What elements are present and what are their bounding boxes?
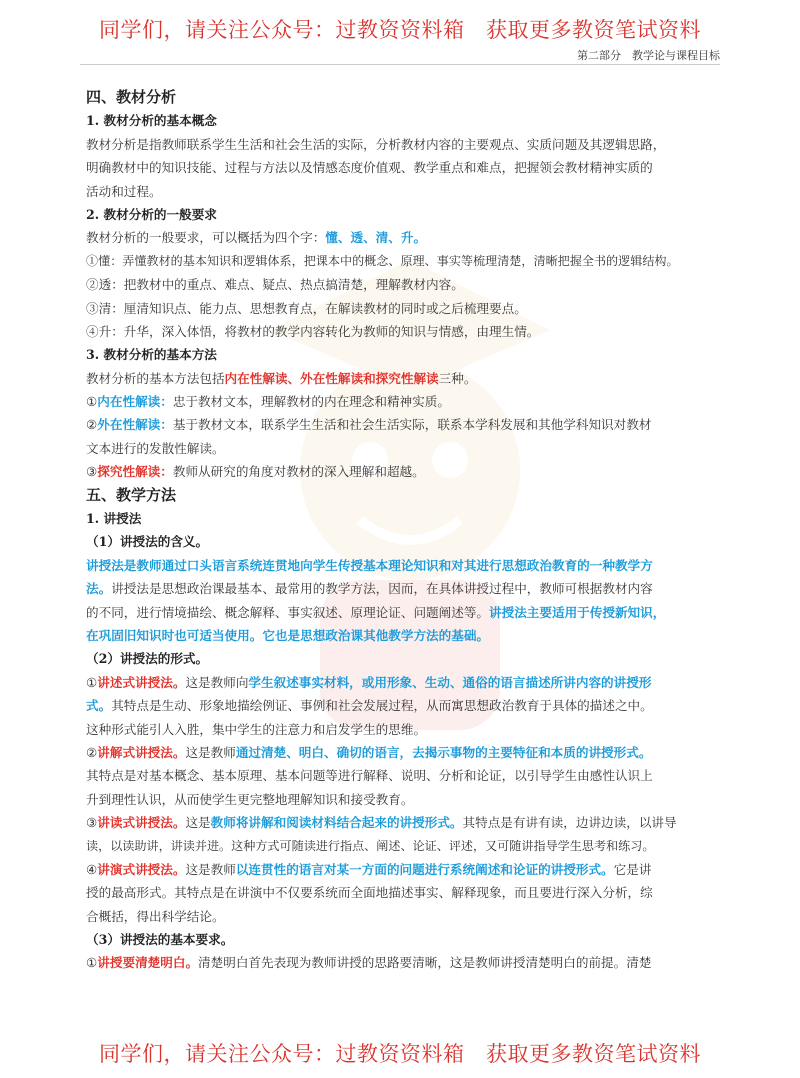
promo-banner-bottom: 同学们，请关注公众号：过教资资料箱 获取更多教资笔试资料 [99, 1042, 701, 1066]
list-item: ④升：升华，深入体悟，将教材的教学内容转化为教师的知识与情感，由理生情。 [86, 323, 540, 339]
list-item: ①懂：弄懂教材的基本知识和逻辑体系，把课本中的概念、原理、事实等梳理清楚，清晰把握全书的逻辑结构。 [86, 253, 679, 268]
highlight-text: 探究性解读： [97, 464, 173, 480]
highlight-text: 讲读式讲授法。 [97, 815, 186, 831]
list-item [86, 671, 718, 694]
text: 这是教师 [185, 861, 236, 877]
text: 教师从研究的角度对教材的深入理解和超越。 [172, 464, 425, 480]
paragraph-line [86, 694, 718, 717]
paragraph-line: 其特点是对基本概念、基本原理、基本问题等进行解释、说明、分析和论证，以引导学生由感性认识上 [86, 768, 653, 784]
highlight-text: 讲授要清楚明白。 [97, 955, 199, 971]
highlight-text: 内在性解读： [97, 394, 173, 410]
list-item [86, 413, 718, 436]
list-item [86, 741, 718, 764]
text: 三种。 [438, 370, 477, 386]
paragraph-line: 文本进行的发散性解读。 [86, 440, 225, 456]
highlight-text: 内在性解读、外在性解读和探究性解读 [224, 370, 439, 386]
paragraph-line [86, 367, 718, 390]
list-item [86, 460, 718, 483]
paragraph-line: 在巩固旧知识时也可适当使用。它也是思想政治课其他教学方法的基础。 [86, 627, 489, 643]
paragraph-line [86, 226, 718, 249]
subsection-title: （1）讲授法的含义。 [86, 534, 209, 550]
subsection-title: （2）讲授法的形式。 [86, 651, 209, 667]
highlight-text: 讲解式讲授法。 [97, 744, 186, 760]
highlight-text: 教师将讲解和阅读材料结合起来的讲授形式。 [210, 815, 463, 831]
highlight-text: 以连贯性的语言对某一方面的问题进行系统阐述和论证的讲授形式。 [235, 861, 614, 877]
highlight-text: 通过清楚、明白、确切的语言，去揭示事物的主要特征和本质的讲授形式。 [235, 744, 652, 760]
text: ② [86, 744, 98, 760]
list-item: ②透：把教材中的重点、难点、疑点、热点搞清楚，理解教材内容。 [86, 277, 464, 293]
list-item [86, 858, 718, 881]
paragraph-line: 这种形式能引人入胜，集中学生的注意力和启发学生的思维。 [86, 721, 427, 737]
text: ④ [86, 861, 98, 877]
paragraph-line [86, 601, 718, 624]
text: 忠于教材文本，理解教材的内在理念和精神实质。 [172, 394, 450, 410]
paragraph-line: 明确教材中的知识技能、过程与方法以及情感态度价值观、教学重点和难点，把握领会教材精神实质的 [86, 160, 653, 176]
highlight-text: 式。 [86, 698, 112, 714]
subsection-title: （3）讲授法的基本要求。 [86, 932, 234, 948]
text: 其特点是有讲有读，边讲边读，以讲导 [462, 815, 677, 831]
paragraph-line: 读，以读助讲，讲读并进。这种方式可随读进行指点、阐述、论证、评述，又可随讲指导学生思考和练习。 [86, 838, 655, 853]
paragraph-line: 讲授法是教师通过口头语言系统连贯地向学生传授基本理论知识和对其进行思想政治教育的一种教学方 [86, 557, 653, 573]
section-header: 第二部分 教学论与课程目标 [577, 49, 720, 62]
highlight-text: 讲演式讲授法。 [97, 861, 186, 877]
text: 其特点是生动、形象地描绘例证、事例和社会发展过程，从而寓思想政治教育于具体的描述之中。 [111, 698, 653, 714]
text: 基于教材文本，联系学生生活和社会生活实际，联系本学科发展和其他学科知识对教材 [172, 417, 652, 433]
text: 讲授法是思想政治课最基本、最常用的教学方法，因而，在具体讲授过程中，教师可根据教材内容 [111, 581, 653, 597]
section-title: 五、教学方法 [86, 485, 177, 504]
list-item [86, 390, 718, 413]
list-item [86, 811, 718, 834]
subsection-title: 1. 讲授法 [86, 511, 142, 527]
text: 教材分析的基本方法包括 [86, 370, 225, 386]
text: ① [86, 394, 98, 410]
paragraph-line: 合概括，得出科学结论。 [86, 908, 225, 924]
text: 教材分析的一般要求，可以概括为四个字： [86, 230, 326, 246]
paragraph-line [86, 577, 718, 600]
highlight-text: 学生叙述事实材料，或用形象、生动、通俗的语言描述所讲内容的讲授形 [248, 674, 652, 690]
text: ③ [86, 815, 98, 831]
text: ① [86, 955, 98, 971]
document-body [86, 86, 718, 975]
text: 它是讲 [613, 861, 652, 877]
list-item [86, 951, 718, 974]
highlight-text: 法。 [86, 581, 112, 597]
subsection-title: 1. 教材分析的基本概念 [86, 113, 217, 129]
text: 清楚明白首先表现为教师讲授的思路要清晰，这是教师讲授清楚明白的前提。清楚 [198, 955, 652, 971]
text: 这是教师向 [185, 674, 249, 690]
text: ① [86, 674, 98, 690]
highlight-text: 外在性解读： [97, 417, 173, 433]
subsection-title: 3. 教材分析的基本方法 [86, 347, 217, 363]
text: ② [86, 417, 98, 433]
paragraph-line: 升到理性认识，从而使学生更完整地理解知识和接受教育。 [86, 791, 414, 807]
paragraph-line: 教材分析是指教师联系学生生活和社会生活的实际，分析教材内容的主要观点、实质问题及其逻辑思路， [86, 136, 666, 152]
text: ③ [86, 464, 98, 480]
highlight-text: 讲授法主要适用于传授新知识， [489, 604, 666, 620]
list-item: ③清：厘清知识点、能力点、思想教育点，在解读教材的同时或之后梳理要点。 [86, 300, 527, 316]
subsection-title: 2. 教材分析的一般要求 [86, 206, 217, 222]
promo-banner-top: 同学们，请关注公众号：过教资资料箱 获取更多教资笔试资料 [99, 18, 701, 42]
section-title: 四、教材分析 [86, 88, 177, 106]
text: 这是教师 [185, 744, 236, 760]
highlight-text: 讲述式讲授法。 [97, 674, 186, 690]
text: 这是 [185, 815, 211, 831]
paragraph-line: 活动和过程。 [86, 183, 162, 199]
highlight-text: 懂、透、清、升。 [325, 230, 427, 246]
header-divider [80, 64, 720, 65]
paragraph-line: 授的最高形式。其特点是在讲演中不仅要系统而全面地描述事实、解释现象，而且要进行深入分析，综 [86, 885, 653, 901]
text: 的不同，进行情境描绘、概念解释、事实叙述、原理论证、问题阐述等。 [86, 604, 489, 620]
